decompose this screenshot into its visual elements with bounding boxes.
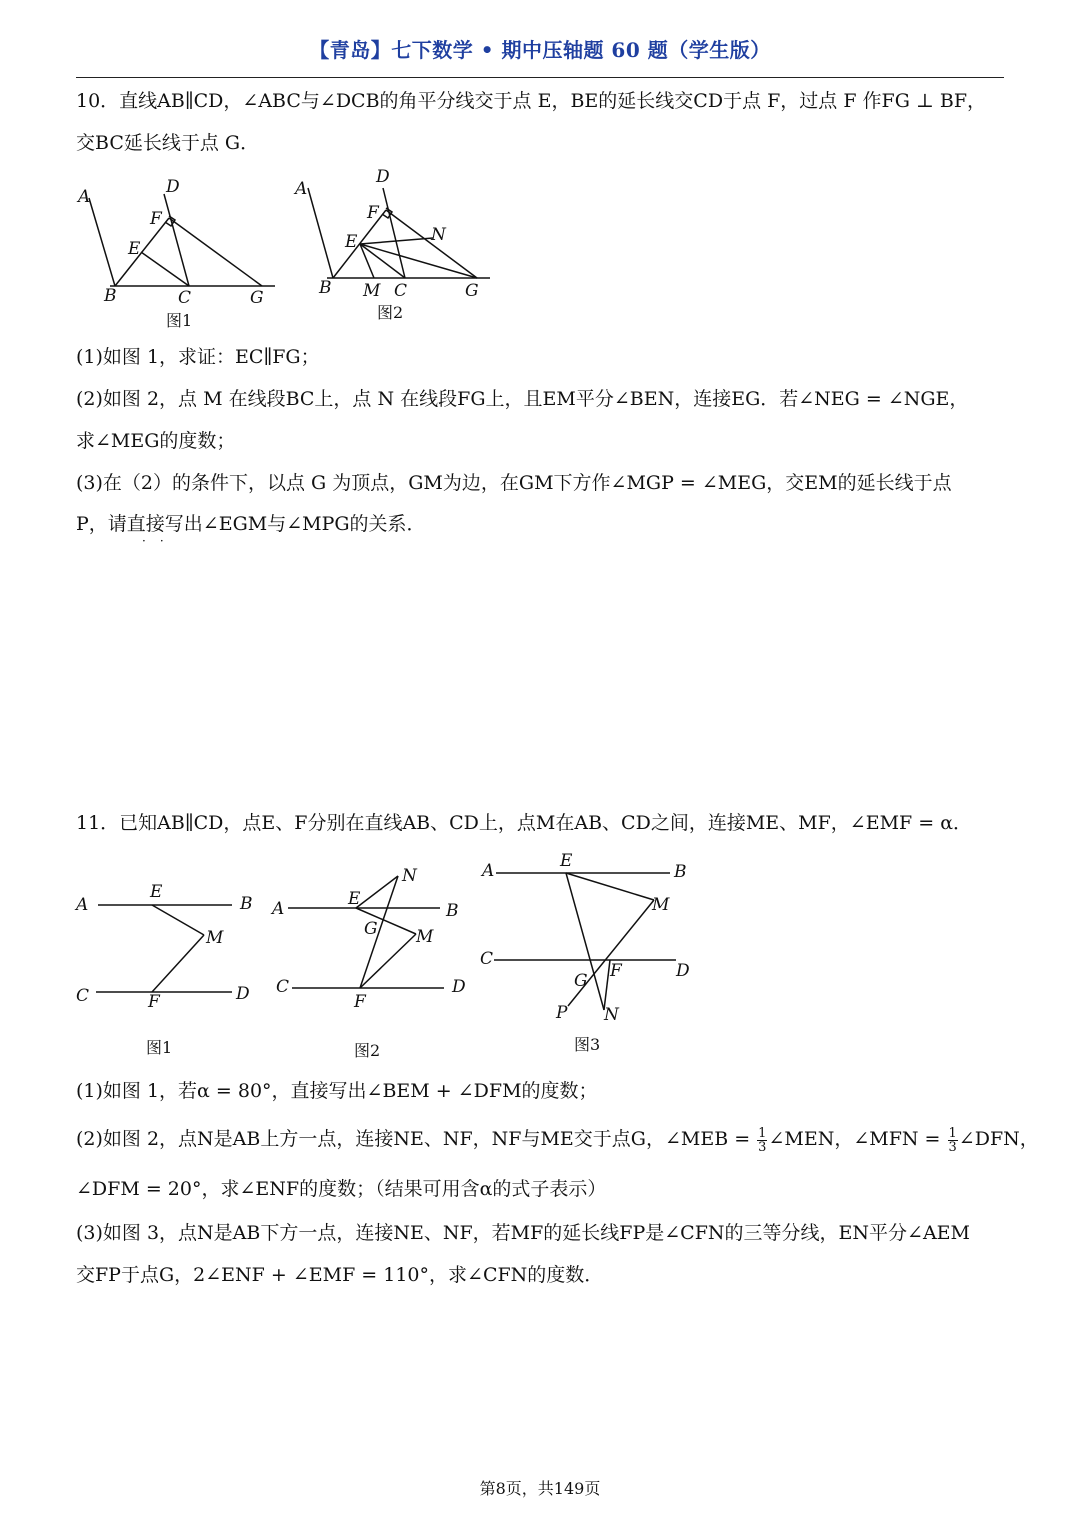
fig-label: N (604, 1005, 619, 1025)
fig-label: F (610, 961, 622, 981)
q11-figure-2 (268, 862, 473, 1062)
fig-label: D (376, 167, 390, 187)
fig-label: B (240, 894, 253, 914)
fig-line (89, 198, 115, 286)
fig-label: C (76, 986, 90, 1006)
fig-label: E (345, 232, 358, 252)
q11-part3-line1: (3)如图 3，点N是AB下方一点，连接NE、NF，若MF的延长线FP是∠CFN的三等分线，EN平分∠AEM (76, 1222, 970, 1244)
q11-stem: 11．已知AB∥CD，点E、F分别在直线AB、CD上，点M在AB、CD之间，连接ME、MF，∠EMF = α． (76, 812, 973, 834)
fig-label: G (364, 919, 378, 939)
q10-part3-line2: P，请直接写出∠EGM与∠MPG的关系． (76, 513, 426, 535)
fig-label: G (250, 288, 264, 308)
q10-part2-line2: 求∠MEG的度数； (76, 430, 236, 452)
q11-part1: (1)如图 1，若α = 80°，直接写出∠BEM + ∠DFM的度数； (76, 1080, 598, 1102)
fig-label: G (465, 281, 479, 301)
q10-stem-line2: 交BC延长线于点 G． (76, 132, 260, 154)
fig-line (152, 905, 204, 935)
fig-line (356, 876, 398, 908)
fig-label: B (104, 286, 117, 306)
fig-caption: 图1 (166, 311, 193, 330)
fraction-one-third (757, 1127, 767, 1154)
fig-label: D (452, 977, 466, 997)
q10-part2-line1: (2)如图 2，点 M 在线段BC上，点 N 在线段FG上，且EM平分∠BEN，连接EG．若∠NEG = ∠NGE， (76, 388, 969, 410)
fraction-denominator: 3 (948, 1139, 957, 1155)
fig-line (164, 194, 189, 286)
fig-label: A (272, 899, 285, 919)
fig-label: C (394, 281, 408, 301)
header-divider (76, 77, 1004, 78)
q11-figure-1 (70, 875, 260, 1060)
fig-label: B (446, 901, 459, 921)
fig-label: N (431, 225, 446, 245)
fig-line (360, 244, 477, 278)
fraction-denominator: 3 (758, 1139, 767, 1155)
fig-caption: 图2 (377, 303, 404, 322)
q11-part2-line2: ∠DFM = 20°，求∠ENF的度数；（结果可用含α的式子表示） (76, 1178, 607, 1200)
q10-figure-2 (285, 160, 500, 330)
fig-label: C (480, 949, 494, 969)
fig-line (566, 873, 654, 900)
fig-label: D (166, 177, 180, 197)
fig-label: D (236, 984, 250, 1004)
fig-caption: 图2 (354, 1041, 381, 1060)
q11-part3-line2: 交FP于点G，2∠ENF + ∠EMF = 110°，求∠CFN的度数． (76, 1264, 604, 1286)
q11-part2-text-c: ∠DFN， (958, 1128, 1039, 1150)
fig-label: N (402, 866, 417, 886)
fig-label: F (354, 992, 366, 1012)
fig-label: A (78, 187, 91, 207)
page-title: 【青岛】七下数学 • 期中压轴题 60 题（学生版） (309, 38, 771, 62)
fig-label: A (482, 861, 495, 881)
q11-part2-line1 (76, 1125, 1039, 1155)
fig-label: E (348, 889, 361, 909)
fraction-numerator: 1 (948, 1125, 957, 1141)
fig-line (152, 935, 204, 992)
q10-part1: (1)如图 1，求证：EC∥FG； (76, 346, 320, 368)
fig-label: M (363, 281, 381, 301)
fig-label: E (560, 851, 573, 871)
fig-caption: 图3 (574, 1035, 601, 1054)
fig-label: M (206, 928, 224, 948)
fig-label: M (652, 895, 670, 915)
q11-figure-3 (470, 848, 695, 1058)
fig-caption: 图1 (146, 1038, 173, 1057)
fig-label: C (276, 977, 290, 997)
fig-label: P (556, 1003, 568, 1023)
fig-label: F (150, 209, 162, 229)
fig-label: C (178, 288, 192, 308)
q11-part2-text-a: (2)如图 2，点N是AB上方一点，连接NE、NF，NF与ME交于点G，∠MEB = (76, 1128, 757, 1150)
fraction-numerator: 1 (758, 1125, 767, 1141)
fig-label: E (128, 239, 141, 259)
fig-label: D (676, 961, 690, 981)
fig-label: M (416, 927, 434, 947)
page-footer: 第8页，共149页 (479, 1479, 601, 1498)
emphasis-dots: ·· (142, 534, 178, 548)
fig-label: B (674, 862, 687, 882)
fig-label: A (76, 895, 89, 915)
q11-part2-text-b: ∠MEN，∠MFN = (768, 1128, 947, 1150)
fig-label: A (295, 179, 308, 199)
fig-line (169, 218, 262, 286)
fig-line (308, 188, 333, 278)
fig-label: F (367, 203, 379, 223)
q10-part3-line1: (3)在（2）的条件下，以点 G 为顶点，GM为边，在GM下方作∠MGP = ∠MEG，交EM的延长线于点 (76, 472, 952, 494)
q10-stem-line1: 10．直线AB∥CD，∠ABC与∠DCB的角平分线交于点 E，BE的延长线交CD于点 F，过点 F 作FG ⊥ BF， (76, 90, 987, 112)
fig-label: F (148, 992, 160, 1012)
fig-label: G (574, 971, 588, 991)
fraction-one-third (948, 1127, 958, 1154)
fig-label: E (150, 882, 163, 902)
q10-figure-1 (70, 168, 285, 338)
fig-label: B (319, 278, 332, 298)
